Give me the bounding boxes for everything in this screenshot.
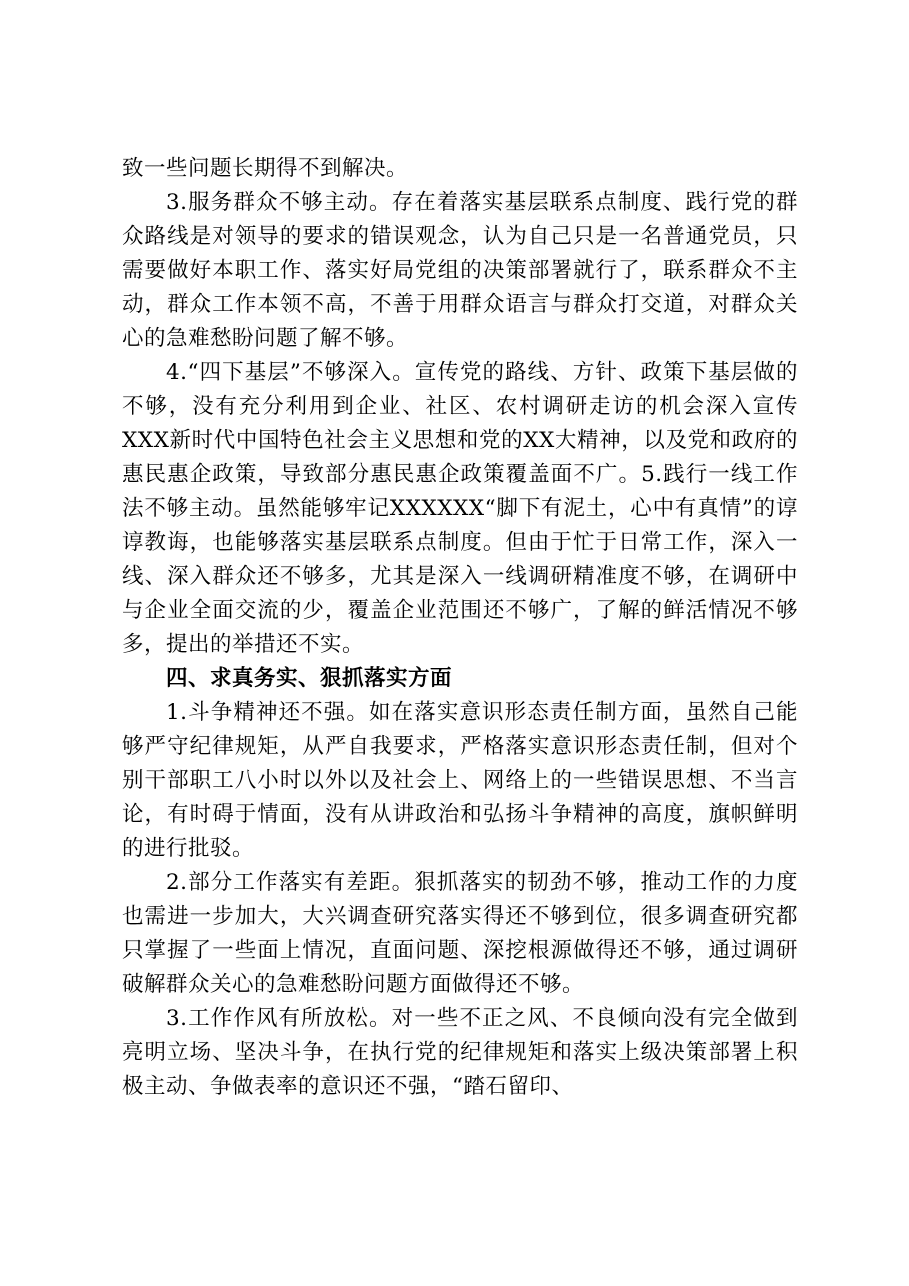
paragraph-continuation: 致一些问题长期得不到解决。 xyxy=(122,156,409,181)
paragraph-item-3-workstyle: 3.工作作风有所放松。对一些不正之风、不良倾向没有完全做到亮明立场、坚决斗争，在执行党的纪律规矩和落实上级决策部署上积极主动、争做表率的意识还不强，“踏石留印、 xyxy=(122,1006,798,1099)
document-body xyxy=(122,152,798,1104)
paragraph-item-2-implementation: 2.部分工作落实有差距。狠抓落实的韧劲不够，推动工作的力度也需进一步加大，大兴调查研究落实得还不够到位，很多调查研究都只掌握了一些面上情况，直面问题、深挖根源做得还不够，通过调研破解群众关心的急难愁盼问题方面做得还不够。 xyxy=(122,870,798,997)
paragraph-item-3-service: 3.服务群众不够主动。存在着落实基层联系点制度、践行党的群众路线是对领导的要求的错误观念，认为自己只是一名普通党员，只需要做好本职工作、落实好局党组的决策部署就行了，联系群众不主动，群众工作本领不高，不善于用群众语言与群众打交道，对群众关心的急难愁盼问题了解不够。 xyxy=(122,190,798,351)
paragraph-item-4-grassroots: 4.“四下基层”不够深入。宣传党的路线、方针、政策下基层做的不够，没有充分利用到企业、社区、农村调研走访的机会深入宣传XXX新时代中国特色社会主义思想和党的XX大精神，以及党和政府的惠民惠企政策，导致部分惠民惠企政策覆盖面不广。5.践行一线工作法不够主动。虽然能够牢记XXXXXX“脚下有泥土，心中有真情”的谆谆教诲，也能够落实基层联系点制度。但由于忙于日常工作，深入一线、深入群众还不够多，尤其是深入一线调研精准度不够，在调研中与企业全面交流的少，覆盖企业范围还不够广，了解的鲜活情况不够多，提出的举措还不实。 xyxy=(122,360,798,657)
section-heading: 四、求真务实、狠抓落实方面 xyxy=(166,666,453,691)
paragraph-item-1-struggle: 1.斗争精神还不强。如在落实意识形态责任制方面，虽然自己能够严守纪律规矩，从严自我要求，严格落实意识形态责任制，但对个别干部职工八小时以外以及社会上、网络上的一些错误思想、不当言论，有时碍于情面，没有从讲政治和弘扬斗争精神的高度，旗帜鲜明的进行批驳。 xyxy=(122,700,798,861)
